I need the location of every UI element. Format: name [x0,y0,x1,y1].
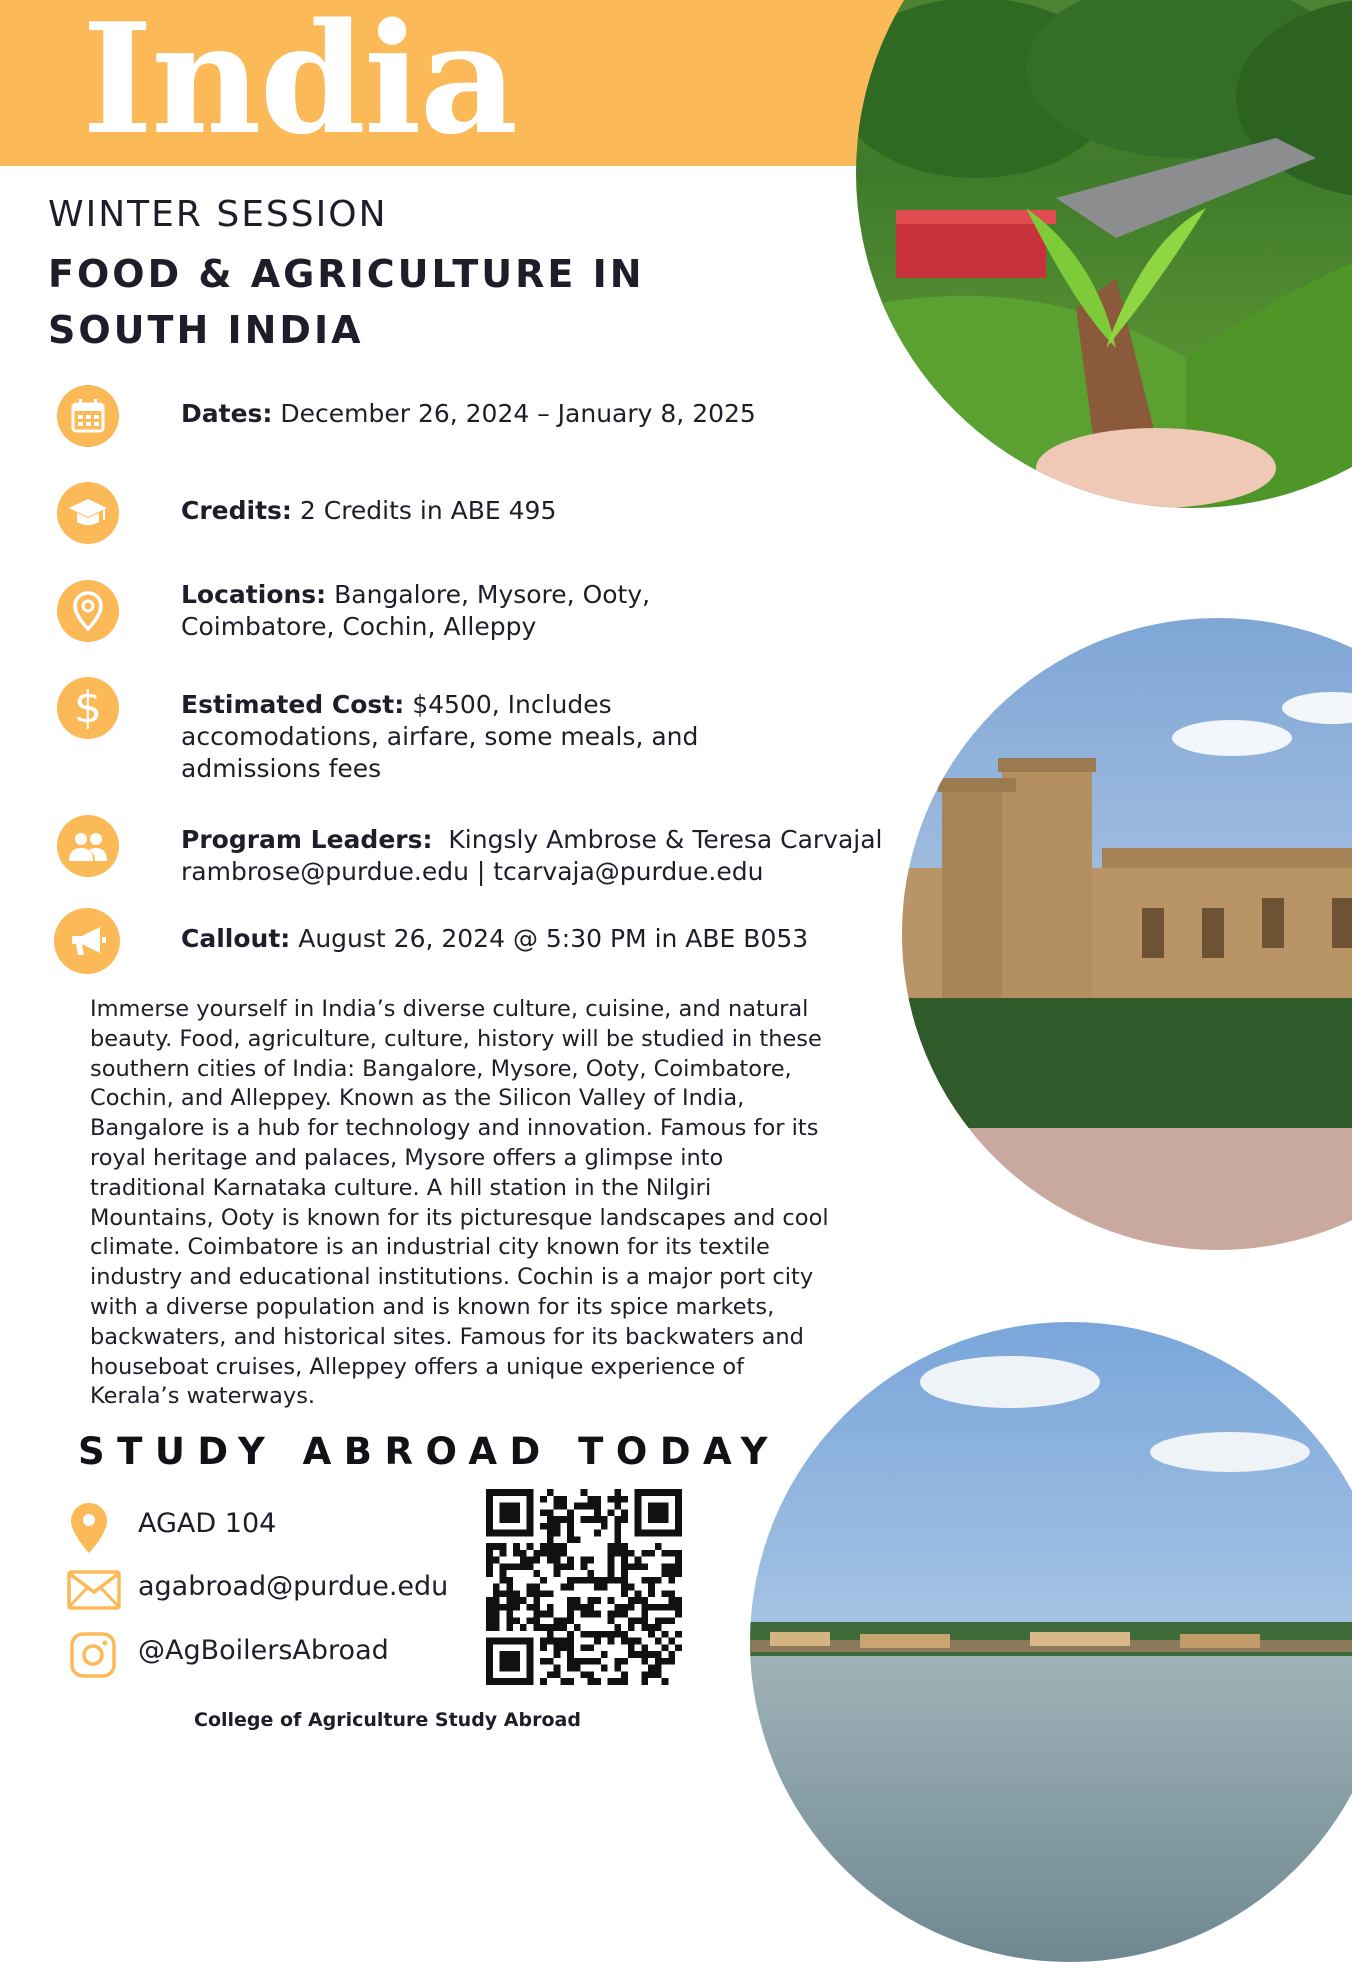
dates-value: December 26, 2024 – January 8, 2025 [280,399,756,428]
graduation-cap-icon [57,482,119,544]
cost-value: $4500, Includes [412,690,612,719]
locations-value-line2: Coimbatore, Cochin, Alleppy [181,612,537,641]
people-icon [57,815,119,877]
description-line: Bangalore is a hub for technology and innovation. Famous for its [90,1115,819,1142]
calendar-icon [57,385,119,447]
instagram-handle[interactable]: @AgBoilersAbroad [138,1635,389,1666]
description-line: climate. Coimbatore is an industrial city known for its textile [90,1234,770,1261]
locations-row [181,579,881,643]
description-line: houseboat cruises, Alleppey offers a unique experience of [90,1353,745,1380]
backwaters-photo [750,1322,1352,1962]
qr-code[interactable] [486,1489,682,1685]
instagram-icon [70,1632,116,1682]
credits-label: Credits: [181,496,292,525]
credits-value: 2 Credits in ABE 495 [299,496,557,525]
description-line: Cochin, and Alleppey. Known as the Silicon Valley of India, [90,1085,745,1112]
megaphone-icon [54,908,120,974]
description-line: southern cities of India: Bangalore, Mysore, Ooty, Coimbatore, [90,1055,792,1082]
map-pin-icon [57,580,119,642]
program-description [90,995,850,1412]
description-line: royal heritage and palaces, Mysore offers a glimpse into [90,1144,724,1171]
cost-label: Estimated Cost: [181,690,405,719]
callout-label: Callout: [181,924,291,953]
locations-label: Locations: [181,580,327,609]
callout-row [181,923,881,955]
leaders-value: Kingsly Ambrose & Teresa Carvajal [448,825,883,854]
description-line: Immerse yourself in India’s diverse culture, cuisine, and natural [90,996,809,1022]
contact-email[interactable]: agabroad@purdue.edu [138,1571,449,1602]
palace-photo [902,618,1352,1250]
location-pin-icon [70,1502,108,1558]
email-icon [67,1570,121,1614]
leaders-row [181,824,901,888]
office-location: AGAD 104 [138,1508,277,1539]
description-line: backwaters, and historical sites. Famous for its backwaters and [90,1323,804,1350]
description-line: Mountains, Ooty is known for its picturesque landscapes and cool [90,1204,829,1231]
cost-row [181,689,881,785]
cost-value-line3: admissions fees [181,754,382,783]
study-abroad-heading: STUDY ABROAD TODAY [78,1430,780,1473]
tea-plantation-photo [856,0,1352,508]
dates-label: Dates: [181,399,273,428]
credits-row [181,495,881,527]
description-line: traditional Karnataka culture. A hill station in the Nilgiri [90,1174,712,1201]
dates-row [181,398,881,430]
program-title [48,246,645,358]
dollar-icon: $ [57,677,119,739]
cost-value-line2: accomodations, airfare, some meals, and [181,722,699,751]
leaders-label: Program Leaders: [181,825,433,854]
description-line: industry and educational institutions. Cochin is a major port city [90,1264,814,1291]
leaders-emails[interactable]: rambrose@purdue.edu | tcarvaja@purdue.edu [181,857,764,886]
footer-text: College of Agriculture Study Abroad [194,1709,581,1731]
session-label: WINTER SESSION [48,194,388,235]
program-title-line: FOOD & AGRICULTURE IN [48,252,645,296]
description-line: with a diverse population and is known for its spice markets, [90,1293,775,1320]
callout-value: August 26, 2024 @ 5:30 PM in ABE B053 [298,924,809,953]
locations-value: Bangalore, Mysore, Ooty, [334,580,651,609]
description-line: Kerala’s waterways. [90,1383,316,1410]
description-line: beauty. Food, agriculture, culture, history will be studied in these [90,1025,822,1052]
program-title-line: SOUTH INDIA [48,308,364,352]
page-title: India [82,0,517,168]
